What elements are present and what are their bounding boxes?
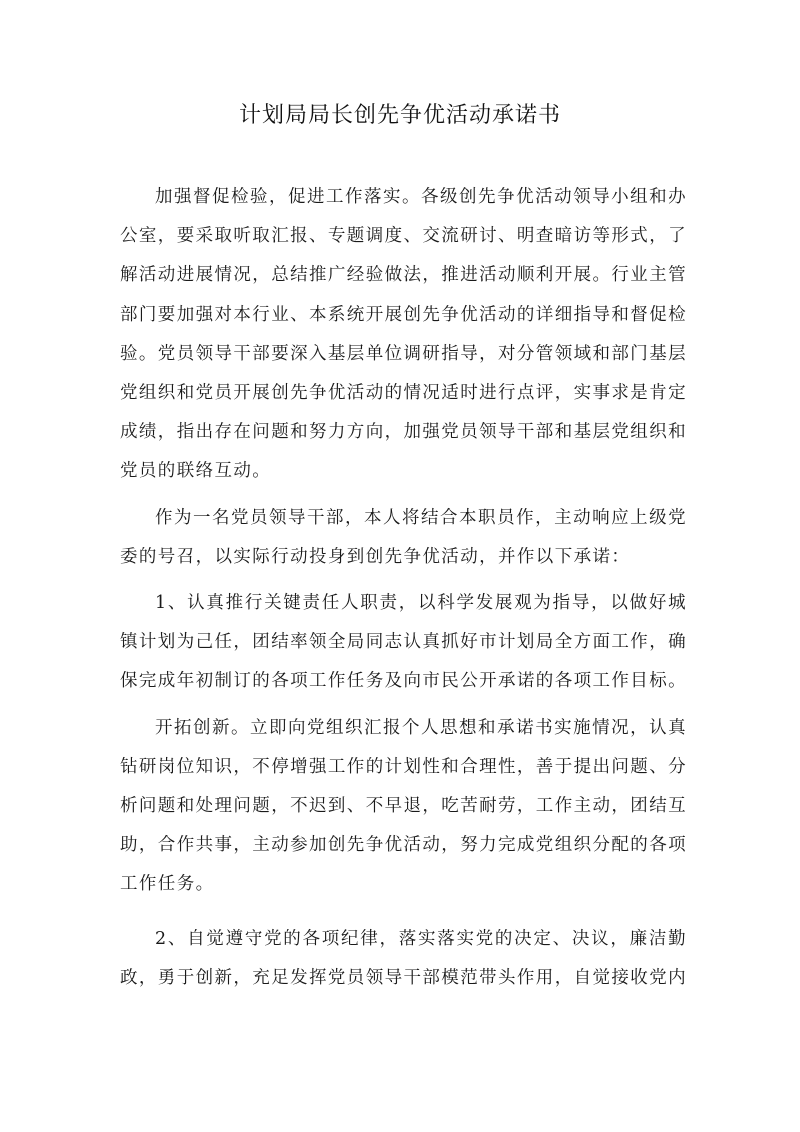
document-body	[120, 178, 687, 998]
paragraph-commitment-intro: 作为一名党员领导干部，本人将结合本职员作，主动响应上级党委的号召，以实际行动投身到创先争优活动，并作以下承诺：	[120, 507, 687, 567]
paragraph-supervision: 加强督促检验，促进工作落实。各级创先争优活动领导小组和办公室，要采取听取汇报、专题调度、交流研讨、明查暗访等形式，了解活动进展情况，总结推广经验做法，推进活动顺利开展。行业主管部门要加强对本行业、本系统开展创先争优活动的详细指导和督促检验。党员领导干部要深入基层单位调研指导，对分管领域和部门基层党组织和党员开展创先争优活动的情况适时进行点评，实事求是肯定成绩，指出存在问题和努力方向，加强党员领导干部和基层党组织和党员的联络互动。	[120, 187, 687, 482]
document-title: 计划局局长创先争优活动承诺书	[238, 103, 561, 128]
paragraph-commitment-1: 1、认真推行关键责任人职责，以科学发展观为指导，以做好城镇计划为己任，团结率领全局同志认真抓好市计划局全方面工作，确保完成年初制订的各项工作任务及向市民公开承诺的各项工作目标。	[120, 593, 687, 692]
paragraph-innovation: 开拓创新。立即向党组织汇报个人思想和承诺书实施情况，认真钻研岗位知识，不停增强工作的计划性和合理性，善于提出问题、分析问题和处理问题，不迟到、不早退，吃苦耐劳，工作主动，团结互助，合作共事，主动参加创先争优活动，努力完成党组织分配的各项工作任务。	[120, 717, 687, 895]
paragraph-commitment-2: 2、自觉遵守党的各项纪律，落实落实党的决定、决议，廉洁勤政，勇于创新，充足发挥党员领导干部模范带头作用，自觉接收党内	[120, 928, 687, 988]
